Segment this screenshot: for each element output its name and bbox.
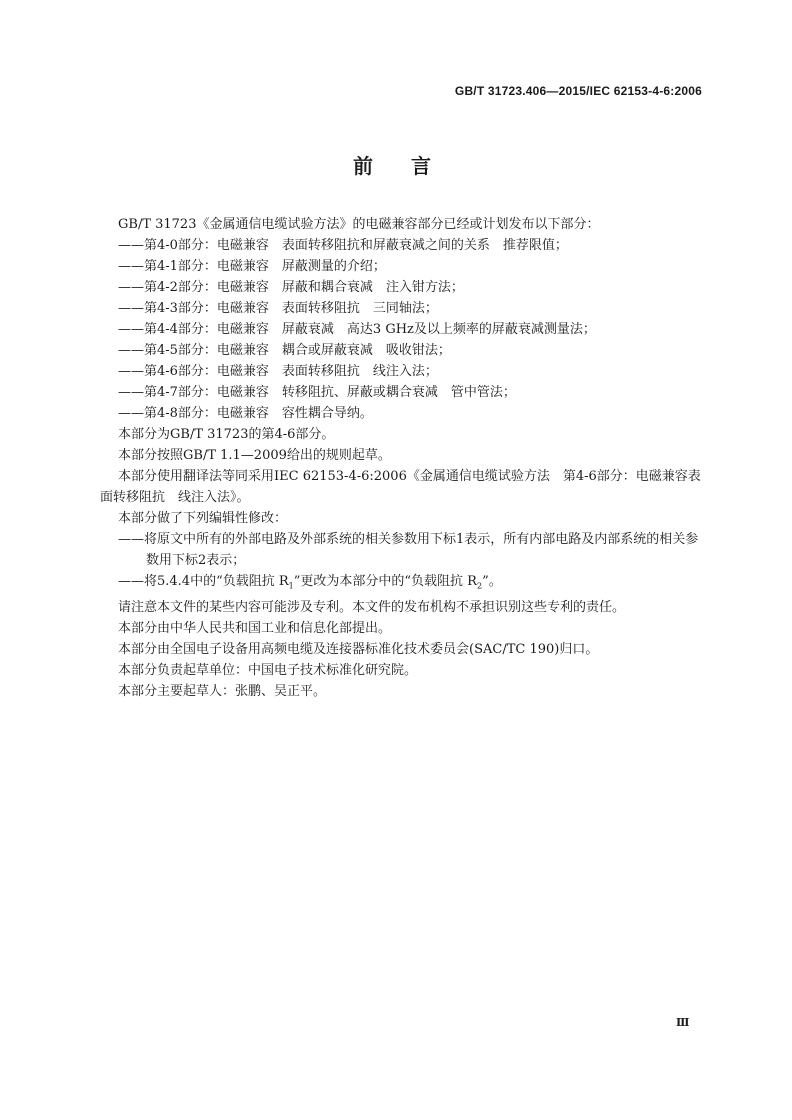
document-body (100, 214, 706, 702)
patent-notice-paragraph: 请注意本文件的某些内容可能涉及专利。本文件的发布机构不承担识别这些专利的责任。 (118, 599, 626, 615)
edits-intro-paragraph: 本部分做了下列编辑性修改： (118, 511, 288, 526)
edit-list-item (100, 571, 706, 597)
edit-text: ”更改为本部分中的“负载阻抗 R (293, 574, 477, 589)
part-list-item: ——第4-4部分：电磁兼容 屏蔽衰减 高达3 GHz及以上频率的屏蔽衰减测量法； (118, 322, 596, 337)
part-list-item: ——第4-7部分：电磁兼容 转移阻抗、屏蔽或耦合衰减 管中管法； (118, 385, 516, 400)
proposer-paragraph: 本部分由中华人民共和国工业和信息化部提出。 (118, 620, 392, 636)
subscript: 1 (288, 581, 294, 591)
part-list-item: ——第4-1部分：电磁兼容 屏蔽测量的介绍； (118, 259, 386, 274)
scope-paragraph: 本部分为GB/T 31723的第4-6部分。 (118, 427, 335, 442)
drafting-rules-paragraph: 本部分按照GB/T 1.1—2009给出的规则起草。 (118, 448, 391, 463)
standard-code-header: GB/T 31723.406—2015/IEC 62153-4-6:2006 (454, 84, 702, 98)
part-list-item: ——第4-5部分：电磁兼容 耦合或屏蔽衰减 吸收钳法； (118, 343, 451, 358)
drafting-unit-paragraph: 本部分负责起草单位：中国电子技术标准化研究院。 (118, 662, 418, 678)
part-list-item: ——第4-6部分：电磁兼容 表面转移阻抗 线注入法； (118, 364, 438, 379)
part-list-item: ——第4-3部分：电磁兼容 表面转移阻抗 三同轴法； (118, 301, 438, 316)
page-title: 前言 (353, 154, 469, 178)
edit-list-item: ——将原文中所有的外部电路及外部系统的相关参数用下标1表示，所有内部电路及内部系统的相关参数用下标2表示； (118, 532, 699, 568)
part-list-item: ——第4-8部分：电磁兼容 容性耦合导纳。 (118, 406, 373, 421)
drafters-paragraph: 本部分主要起草人：张鹏、吴正平。 (118, 683, 327, 699)
adoption-paragraph: 本部分使用翻译法等同采用IEC 62153-4-6:2006《金属通信电缆试验方法 第4-6部分：电磁兼容表面转移阻抗 线注入法》。 (100, 469, 701, 505)
part-list-item: ——第4-0部分：电磁兼容 表面转移阻抗和屏蔽衰减之间的关系 推荐限值； (118, 238, 568, 253)
edit-text: ”。 (482, 574, 502, 589)
part-list-item: ——第4-2部分：电磁兼容 屏蔽和耦合衰减 注入钳方法； (118, 280, 464, 295)
committee-paragraph: 本部分由全国电子设备用高频电缆及连接器标准化技术委员会(SAC/TC 190)归口。 (118, 641, 599, 657)
intro-paragraph: GB/T 31723《金属通信电缆试验方法》的电磁兼容部分已经或计划发布以下部分： (118, 217, 600, 232)
edit-text: ——将5.4.4中的“负载阻抗 R (118, 574, 289, 589)
page-number: Ⅲ (676, 1016, 690, 1029)
subscript: 2 (476, 581, 483, 591)
